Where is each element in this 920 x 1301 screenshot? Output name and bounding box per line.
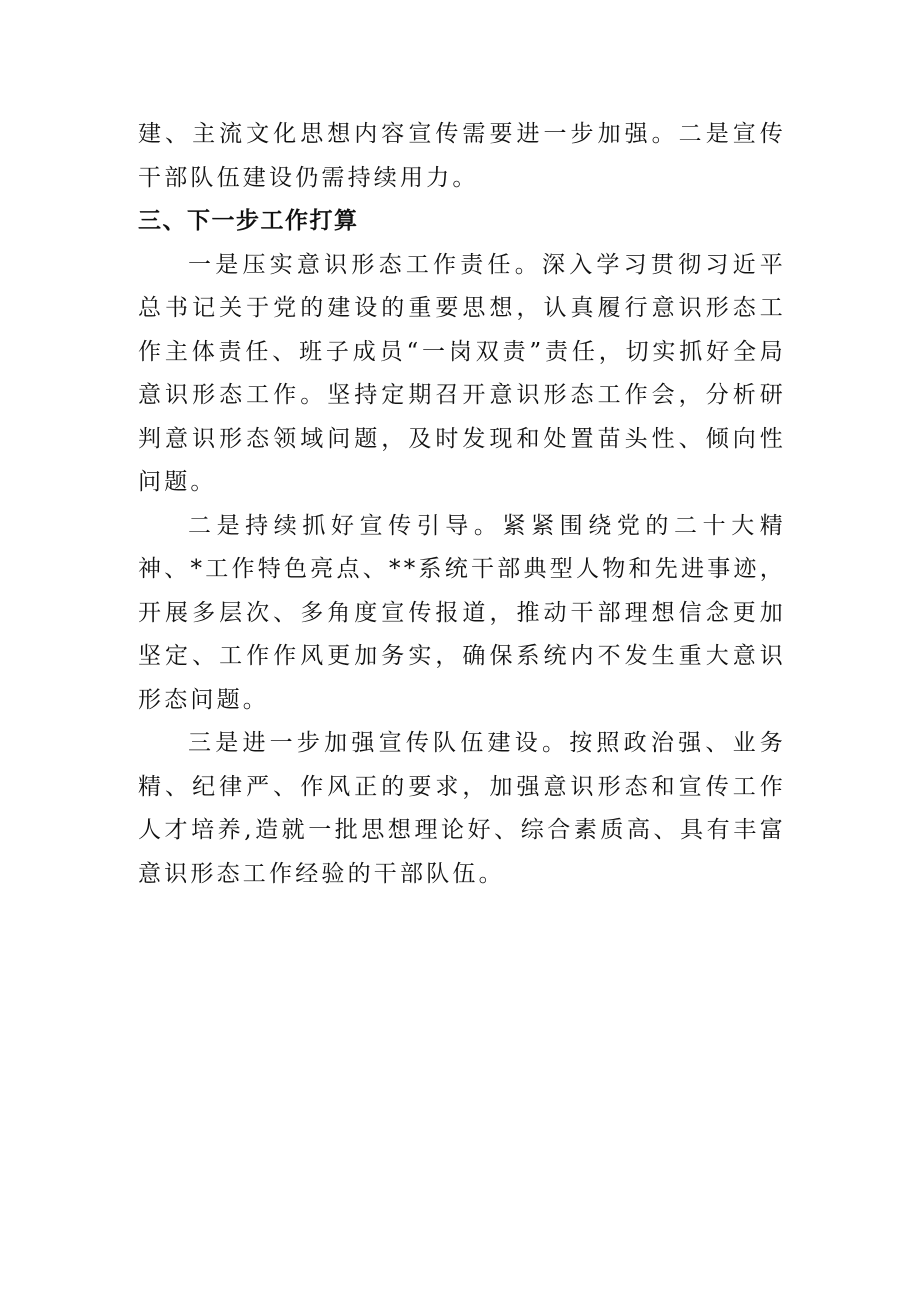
document-body (138, 113, 786, 896)
paragraph-publicity-guidance: 二是持续抓好宣传引导。紧紧围绕党的二十大精神、*工作特色亮点、**系统干部典型人物和先进事迹，开展多层次、多角度宣传报道，推动干部理想信念更加坚定、工作作风更加务实，确保系统内不发生重大意识形态问题。 (138, 512, 786, 713)
paragraph-responsibility: 一是压实意识形态工作责任。深入学习贯彻习近平总书记关于党的建设的重要思想，认真履行意识形态工作主体责任、班子成员“一岗双责”责任，切实抓好全局意识形态工作。坚持定期召开意识形态工作会，分析研判意识形态领域问题，及时发现和处置苗头性、倾向性问题。 (138, 251, 786, 495)
section-heading: 三、下一步工作打算 (138, 208, 359, 234)
continued-paragraph: 建、主流文化思想内容宣传需要进一步加强。二是宣传干部队伍建设仍需持续用力。 (138, 121, 786, 191)
paragraph-team-building: 三是进一步加强宣传队伍建设。按照政治强、业务精、纪律严、作风正的要求，加强意识形态和宣传工作人才培养,造就一批思想理论好、综合素质高、具有丰富意识形态工作经验的干部队伍。 (138, 730, 786, 887)
